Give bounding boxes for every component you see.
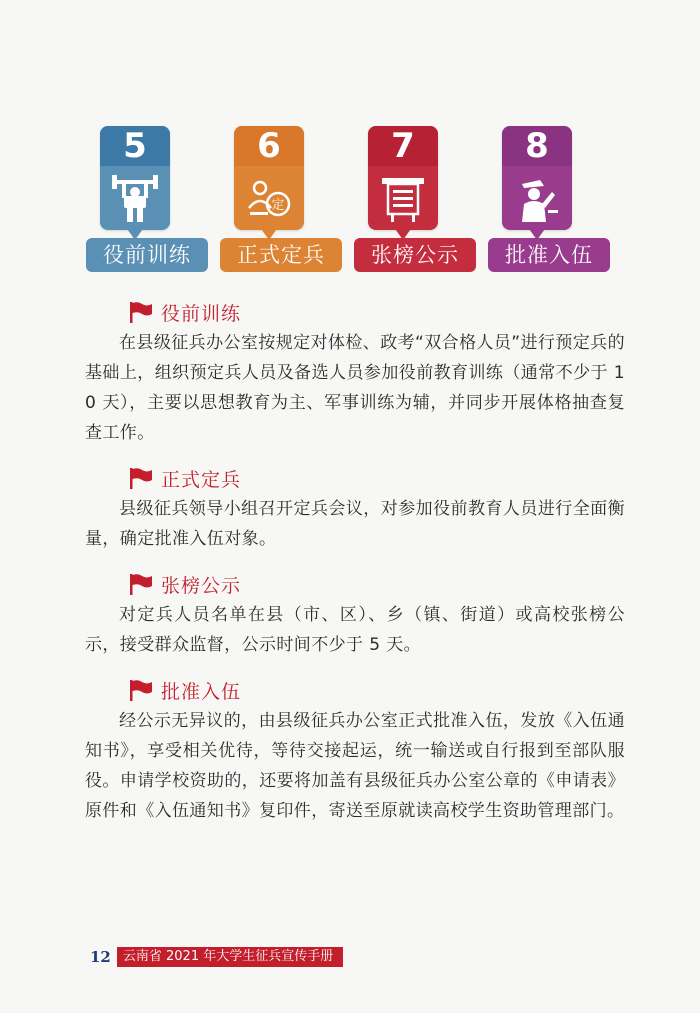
section-title: 张榜公示 — [161, 574, 242, 597]
section-header — [129, 568, 625, 600]
section-formal-selection — [85, 462, 625, 554]
section-header — [129, 674, 625, 706]
page-footer — [90, 946, 343, 968]
notice-board-icon — [368, 166, 438, 230]
article-content — [85, 296, 625, 840]
red-flag-icon — [129, 573, 153, 595]
section-text: 在县级征兵办公室按规定对体检、政考“双合格人员”进行预定兵的基础上，组织预定兵人员及备选人员参加役前教育训练（通常不少于 1 0 天），主要以思想教育为主、军事训练为辅，并同步开展体格抽查复查工作。 — [85, 333, 625, 443]
step-number: 8 — [502, 126, 572, 166]
section-pre-service-training — [85, 296, 625, 448]
step-number: 7 — [368, 126, 438, 166]
weightlifter-icon — [100, 166, 170, 230]
step-6 — [220, 126, 342, 276]
step-card — [234, 126, 304, 230]
section-enlistment-approval — [85, 674, 625, 826]
steps-row — [0, 126, 700, 276]
step-number: 6 — [234, 126, 304, 166]
red-flag-icon — [129, 301, 153, 323]
section-header — [129, 296, 625, 328]
red-flag-icon — [129, 679, 153, 701]
step-card — [502, 126, 572, 230]
step-label: 正式定兵 — [220, 238, 342, 272]
step-label: 批准入伍 — [488, 238, 610, 272]
page-number: 12 — [90, 948, 111, 966]
step-card — [368, 126, 438, 230]
section-header — [129, 462, 625, 494]
section-text: 县级征兵领导小组召开定兵会议，对参加役前教育人员进行全面衡量，确定批准入伍对象。 — [85, 499, 625, 549]
step-label: 张榜公示 — [354, 238, 476, 272]
book-title-banner: 云南省 2021 年大学生征兵宣传手册 — [117, 947, 343, 967]
step-8 — [488, 126, 610, 276]
step-card — [100, 126, 170, 230]
section-text: 经公示无异议的，由县级征兵办公室正式批准入伍，发放《入伍通知书》，享受相关优待，等待交接起运，统一输送或自行报到至部队服役。申请学校资助的，还要将加盖有县级征兵办公室公章的《申请表》原件和《入伍通知书》复印件，寄送至原就读高校学生资助管理部门。 — [85, 711, 625, 821]
step-5 — [86, 126, 208, 276]
section-title: 役前训练 — [161, 302, 242, 325]
section-text: 对定兵人员名单在县（市、区）、乡（镇、街道）或高校张榜公示，接受群众监督，公示时间不少于 5 天。 — [85, 605, 625, 655]
step-label: 役前训练 — [86, 238, 208, 272]
red-flag-icon — [129, 467, 153, 489]
person-stamp-icon — [234, 166, 304, 230]
step-7 — [354, 126, 476, 276]
section-title: 批准入伍 — [161, 680, 242, 703]
svg-text:定: 定 — [271, 198, 285, 213]
soldier-salute-icon — [502, 166, 572, 230]
step-number: 5 — [100, 126, 170, 166]
section-public-notice — [85, 568, 625, 660]
section-title: 正式定兵 — [161, 468, 242, 491]
